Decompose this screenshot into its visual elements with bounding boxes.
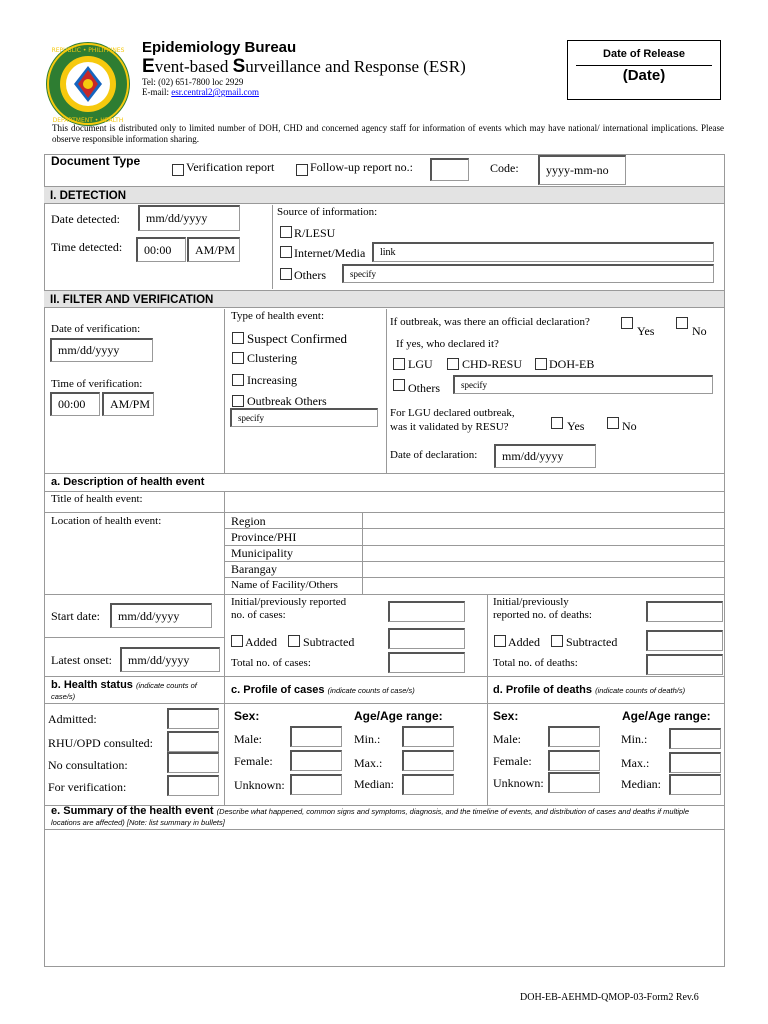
init-deaths-label-1: Initial/previously [493,596,569,608]
cases-sex-label: Sex: [234,709,260,723]
filter-header: II. FILTER AND VERIFICATION [44,290,724,308]
clustering-label: Clustering [247,351,297,365]
cases-max-label: Max.: [354,756,383,770]
source-specify-input[interactable]: specify [342,264,714,283]
cases-subtracted-label: Subtracted [303,635,355,649]
lgu-validated-q1: For LGU declared outbreak, [390,407,515,419]
cases-unknown-input[interactable] [290,774,342,795]
resu-yes-label: Yes [567,419,585,433]
tel: Tel: (02) 651-7800 loc 2929 [142,77,244,87]
deaths-female-label: Female: [493,754,532,768]
official-no-label: No [692,324,707,338]
rhu-label: RHU/OPD consulted: [48,736,153,750]
deaths-max-label: Max.: [621,756,650,770]
cases-added-checkbox[interactable] [231,635,243,647]
deaths-median-label: Median: [621,777,661,791]
rlesu-checkbox[interactable] [280,226,292,238]
deaths-profile-header: d. Profile of deaths (indicate counts of death/s) [493,684,686,696]
admitted-input[interactable] [167,708,219,729]
summary-textarea[interactable] [45,830,723,964]
link-input[interactable]: link [372,242,714,262]
dov-label: Date of verification: [51,323,141,335]
forver-label: For verification: [48,780,127,794]
location-label: Location of health event: [51,515,162,527]
doh-seal [44,40,132,128]
municipality-label: Municipality [231,546,293,560]
doc-type-label: Document Type [51,154,141,168]
total-cases-label: Total no. of cases: [231,657,311,669]
time-detected-label: Time detected: [51,240,123,254]
event-title-label: Title of health event: [51,493,143,505]
cases-min-input[interactable] [402,726,454,747]
init-cases-label-1: Initial/previously reported [231,596,347,608]
verification-checkbox[interactable] [172,164,184,176]
increasing-checkbox[interactable] [232,374,244,386]
deaths-median-input[interactable] [669,774,721,795]
region-label: Region [231,514,266,528]
cases-female-input[interactable] [290,750,342,771]
desc-header: a. Description of health event [51,476,205,488]
deaths-min-input[interactable] [669,728,721,749]
event-type-label: Type of health event: [231,310,325,322]
cases-unknown-label: Unknown: [234,778,285,792]
start-date-label: Start date: [51,609,100,623]
cases-profile-header: c. Profile of cases (indicate counts of case/s) [231,684,415,696]
doh-label: DOH-EB [549,357,595,371]
tov-input[interactable]: 00:00 [50,392,100,416]
rlesu-label: R/LESU [294,226,336,240]
cases-added-label: Added [245,635,277,649]
lgu-label: LGU [408,357,433,371]
verification-label: Verification report [186,160,275,174]
esr-title: Event-based Surveillance and Response (ESR) [142,56,466,77]
latest-onset-label: Latest onset: [51,653,112,667]
deaths-added-label: Added [508,635,540,649]
source-others-label: Others [294,268,326,282]
cases-subtracted-checkbox[interactable] [288,635,300,647]
official-yes-label: Yes [637,324,655,338]
official-no-checkbox[interactable] [676,317,688,329]
cases-age-label: Age/Age range: [354,709,443,723]
noconsult-input[interactable] [167,752,219,773]
resu-no-label: No [622,419,637,433]
init-cases-input[interactable] [388,601,465,622]
release-label: Date of Release [603,48,685,60]
chd-checkbox[interactable] [447,358,459,370]
init-cases-label-2: no. of cases: [231,609,286,621]
deaths-added-checkbox[interactable] [494,635,506,647]
bureau-title: Epidemiology Bureau [142,39,297,56]
cases-median-input[interactable] [402,774,454,795]
declared-others-checkbox[interactable] [393,379,405,391]
release-value[interactable]: (Date) [622,67,666,84]
cases-female-label: Female: [234,754,273,768]
followup-no-input[interactable] [430,158,469,181]
internet-checkbox[interactable] [280,246,292,258]
date-detected-label: Date detected: [51,212,120,226]
event-type-specify[interactable]: specify [230,408,378,427]
outbreak-others-label: Outbreak Others [247,394,327,408]
province-label: Province/PHI [231,530,297,544]
cases-max-input[interactable] [402,750,454,771]
deaths-subtracted-checkbox[interactable] [551,635,563,647]
declared-specify[interactable]: specify [453,375,713,394]
who-question: If yes, who declared it? [396,338,499,350]
declared-others-label: Others [408,381,440,395]
email-link[interactable]: esr.central2@gmail.com [171,87,260,97]
deaths-subtracted-label: Subtracted [566,635,618,649]
lgu-validated-q2: was it validated by RESU? [390,421,509,433]
resu-no-checkbox[interactable] [607,417,619,429]
init-deaths-input[interactable] [646,601,723,622]
total-deaths-label: Total no. of deaths: [493,657,578,669]
official-yes-checkbox[interactable] [621,317,633,329]
official-question: If outbreak, was there an official declaration? [390,316,590,328]
deaths-age-label: Age/Age range: [622,709,711,723]
suspect-checkbox[interactable] [232,332,244,344]
outbreak-others-checkbox[interactable] [232,395,244,407]
resu-yes-checkbox[interactable] [551,417,563,429]
form-code-footer: DOH-EB-AEHMD-QMOP-03-Form2 Rev.6 [520,992,699,1003]
time-detected-input[interactable]: 00:00 [136,237,186,262]
start-date-input[interactable]: mm/dd/yyyy [110,603,212,628]
date-detected-input[interactable]: mm/dd/yyyy [138,205,240,231]
email-line: E-mail: esr.central2@gmail.com [142,87,260,97]
total-deaths-input[interactable] [646,654,723,675]
code-input[interactable]: yyyy-mm-no [538,155,626,185]
cases-median-label: Median: [354,777,394,791]
followup-label: Follow-up report no.: [310,160,413,174]
internet-label: Internet/Media [294,246,366,260]
deaths-min-label: Min.: [621,732,648,746]
cases-min-label: Min.: [354,732,381,746]
source-label: Source of information: [277,206,378,218]
forver-input[interactable] [167,775,219,796]
deaths-change-input[interactable] [646,630,723,651]
chd-label: CHD-RESU [462,357,523,371]
latest-onset-input[interactable]: mm/dd/yyyy [120,647,220,672]
release-box [567,40,721,100]
tov-label: Time of verification: [51,378,143,390]
deaths-unknown-input[interactable] [548,772,600,793]
summary-header: e. Summary of the health event (Describe what happened, common signs and symptoms, diagnosis, and the timeline of events, and distribution of cases and deaths if multiple locations are affected) [Note: list summary in bullets] [51,805,690,827]
svg-text:DEPARTMENT • HEALTH: DEPARTMENT • HEALTH [52,117,124,124]
rhu-input[interactable] [167,731,219,752]
health-status-header: b. Health status (indicate counts of case/s) [51,679,197,701]
deaths-max-input[interactable] [669,752,721,773]
init-deaths-label-2: reported no. of deaths: [493,609,592,621]
deaths-male-input[interactable] [548,726,600,747]
deaths-male-label: Male: [493,732,521,746]
cases-male-label: Male: [234,732,262,746]
detection-header: I. DETECTION [44,186,724,204]
total-cases-input[interactable] [388,652,465,673]
clustering-checkbox[interactable] [232,352,244,364]
code-label: Code: [490,161,519,175]
admitted-label: Admitted: [48,712,97,726]
facility-label: Name of Facility/Others [231,579,338,591]
svg-text:REPUBLIC • PHILIPPINES: REPUBLIC • PHILIPPINES [51,47,125,54]
dod-label: Date of declaration: [390,449,478,461]
notice-text: This document is distributed only to limited number of DOH, CHD and concerned agency staff for information of events which may have national/ international implications. Please observe responsible information sharing. [52,123,724,144]
time-detected-ampm[interactable]: AM/PM [187,237,240,262]
dod-input[interactable]: mm/dd/yyyy [494,444,596,468]
lgu-checkbox[interactable] [393,358,405,370]
dov-input[interactable]: mm/dd/yyyy [50,338,153,362]
deaths-sex-label: Sex: [493,709,519,723]
deaths-female-input[interactable] [548,750,600,771]
cases-change-input[interactable] [388,628,465,649]
cases-male-input[interactable] [290,726,342,747]
followup-checkbox[interactable] [296,164,308,176]
increasing-label: Increasing [247,373,297,387]
noconsult-label: No consultation: [48,758,128,772]
doh-checkbox[interactable] [535,358,547,370]
suspect-label: Suspect Confirmed [247,331,348,346]
deaths-unknown-label: Unknown: [493,776,544,790]
tov-ampm[interactable]: AM/PM [102,392,154,416]
barangay-label: Barangay [231,562,277,576]
source-others-checkbox[interactable] [280,268,292,280]
